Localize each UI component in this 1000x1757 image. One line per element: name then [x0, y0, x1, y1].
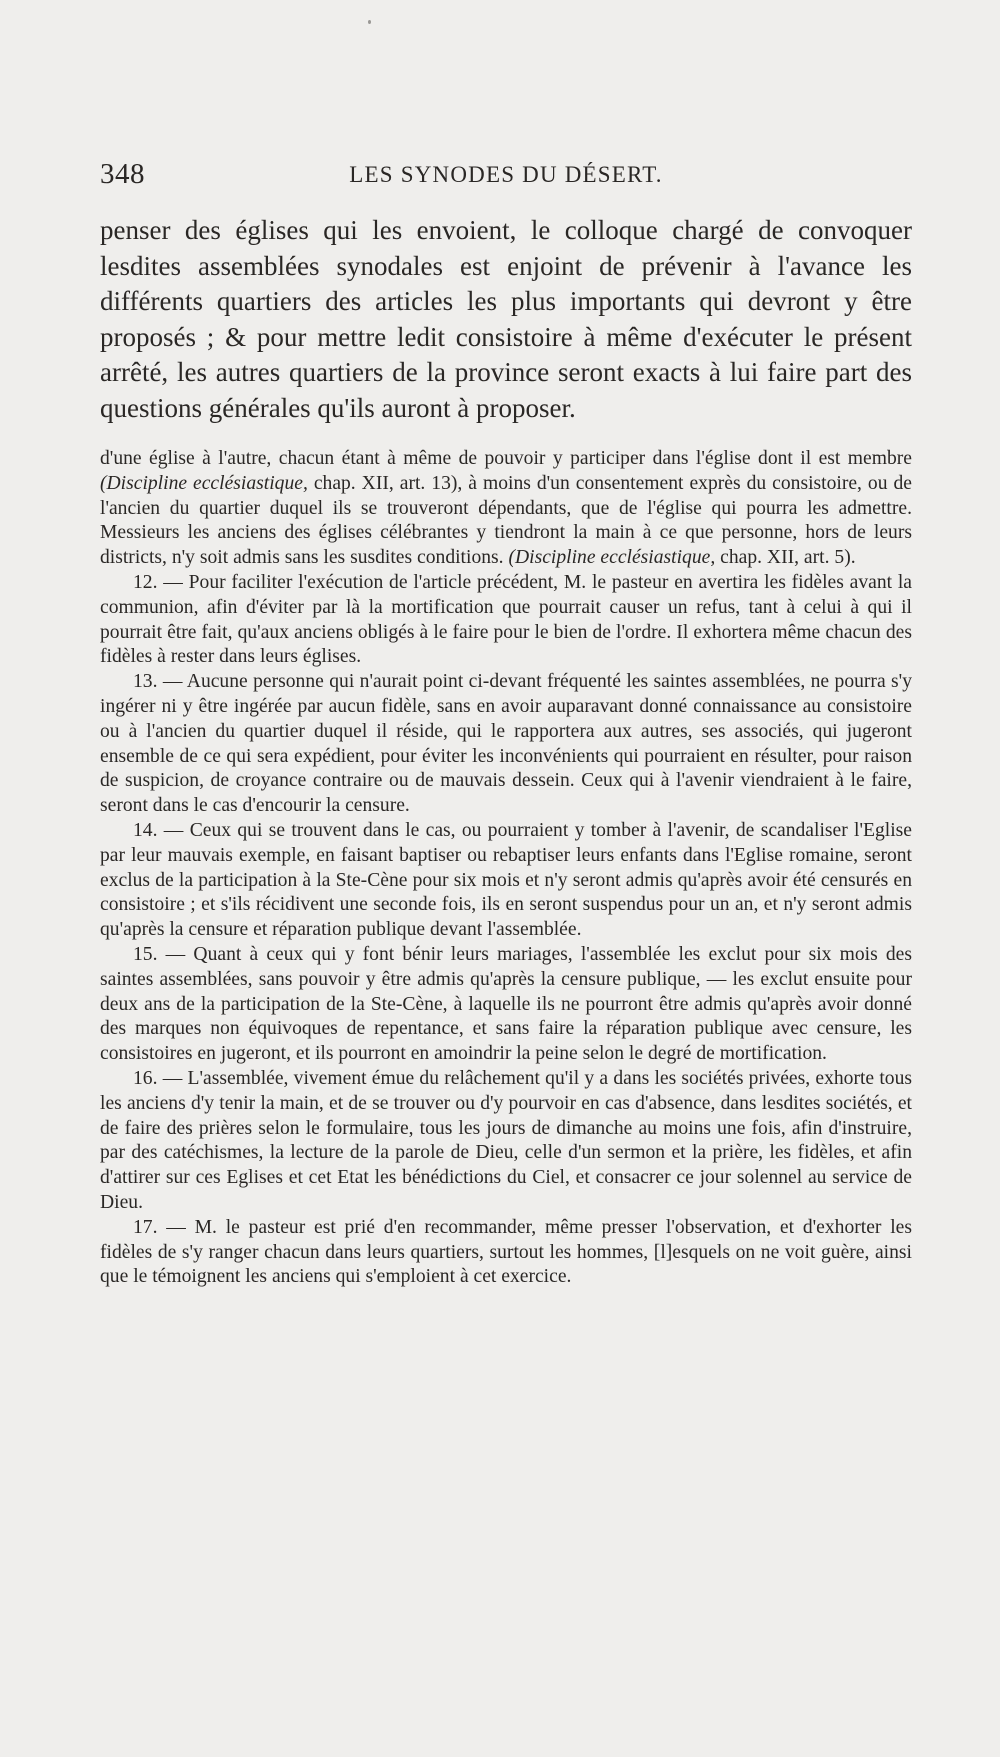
article-16: 16. — L'assemblée, vivement émue du relâchement qu'il y a dans les sociétés privées, exhorte tous les anciens d'y tenir la main, et de se trouver ou d'y pourvoir en cas d'absence, dans lesdites sociétés, et de faire des prières selon le formulaire, tous les jours de dimanche au moins une fois, afin d'instruire, par des catéchismes, la lecture de la parole de Dieu, celle d'un sermon et la prière, les fidèles, et afin d'attirer sur ces Eglises et cet Etat les bénédictions du Ciel, et consacrer ce jour solennel au service de Dieu. [100, 1067, 912, 1213]
main-text-paragraph: penser des églises qui les envoient, le colloque chargé de convoquer lesdites assemblées synodales est enjoint de prévenir à l'avance les différents quartiers des articles les plus importants qui devront y être proposés ; & pour mettre ledit consistoire à même d'exécuter le présent arrêté, les autres quartiers de la province seront exacts à lui faire part des questions générales qu'ils auront à proposer. [100, 215, 912, 423]
article-14: 14. — Ceux qui se trouvent dans le cas, ou pourraient y tomber à l'avenir, de scandaliser l'Eglise par leur mauvais exemple, en faisant baptiser ou rebaptiser leurs enfants dans l'Eglise romaine, seront exclus de la participation à la Ste-Cène pour six mois et n'y seront admis qu'après avoir été censurés en consistoire ; et s'ils récidivent une seconde fois, ils en seront suspendus pour un an, et n'y seront admis qu'après la censure et réparation publique devant l'assemblée. [100, 819, 912, 941]
citation-ref-2: chap. XII, art. 5). [715, 547, 856, 569]
paper-speck [368, 20, 371, 24]
article-15: 15. — Quant à ceux qui y font bénir leurs mariages, l'assemblée les exclut pour six mois des saintes assemblées, sans pouvoir y être admis qu'après la censure publique, — les exclut ensuite pour deux ans de la participation de la Ste-Cène, à laquelle ils ne pourront être admis qu'après avoir donné des marques non équivoques de repentance, et sans faire la réparation publique avec censure, les consistoires en jugeront, et ils pourront en amoindrir la peine selon le degré de mortification. [100, 943, 912, 1065]
footnote-continuation [100, 447, 912, 571]
running-title: LES SYNODES DU DÉSERT. [349, 162, 663, 187]
article-17: 17. — M. le pasteur est prié d'en recommander, même presser l'observation, et d'exhorter les fidèles de s'y ranger chacun dans leurs quartiers, surtout les hommes, [l]esquels on ne voit guère, ainsi que le témoignent les anciens qui s'emploient à cet exercice. [100, 1216, 912, 1288]
citation-discipline-1: (Discipline ecclésiastique, [100, 472, 308, 494]
citation-ref-1: chap. XII, art. 13), à moins d'un consentement exprès du consistoire, ou de l'ancien du quartier duquel ils se trouveront dépendants, que de l'église qui pourra les admettre. Messieurs les anciens des églises célébrantes y tiendront la main à ce que personne, hors de leurs districts, n'y soit admis sans les susdites conditions. [100, 472, 912, 569]
footnotes-block [100, 447, 912, 1290]
article-13: 13. — Aucune personne qui n'aurait point ci-devant fréquenté les saintes assemblées, ne pourra s'y ingérer ni y être ingérée par aucun fidèle, sans en avoir auparavant donné connaissance au consistoire ou à l'ancien du quartier duquel il réside, qui le rapportera aux autres, ses associés, qui jugeront ensemble de ce qui sera expédient, pour éviter les inconvénients qui pourraient en résulter, pour raison de suspicion, de croyance contraire ou de mauvais dessein. Ceux qui à l'avenir viendraient à le faire, seront dans le cas d'encourir la censure. [100, 671, 912, 817]
article-12: 12. — Pour faciliter l'exécution de l'article précédent, M. le pasteur en avertira les fidèles avant la communion, afin d'éviter par là la mortification que pourrait causer un refus, tant à celui à qui il pourrait être fait, qu'aux anciens obligés à le faire pour le bien de l'ordre. Il exhortera même chacun des fidèles à rester dans leurs églises. [100, 571, 912, 668]
page-header [100, 158, 912, 198]
citation-discipline-2: (Discipline ecclésiastique, [503, 547, 716, 569]
footnote-continuation-text: d'une église à l'autre, chacun étant à même de pouvoir y participer dans l'église dont il est membre [100, 448, 912, 469]
page-number: 348 [100, 158, 145, 190]
